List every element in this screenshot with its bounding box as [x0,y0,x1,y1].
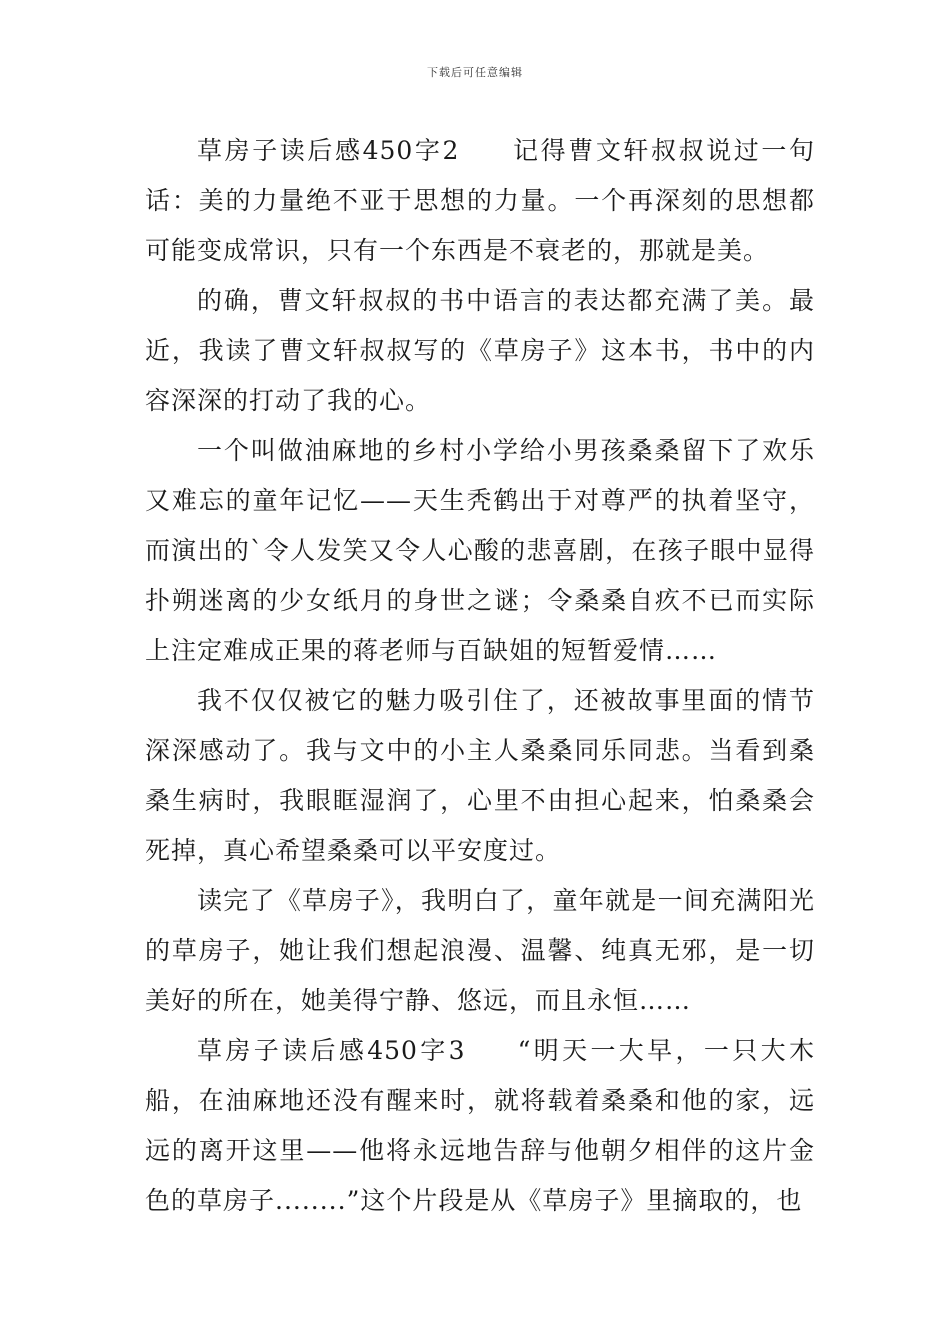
section-heading: 草房子读后感450字2 [197,136,460,165]
paragraph: 我不仅仅被它的魅力吸引住了，还被故事里面的情节深深感动了。我与文中的小主人桑桑同乐同悲。当看到桑桑生病时，我眼眶湿润了，心里不由担心起来，怕桑桑会死掉，真心希望桑桑可以平安度过。 [145,686,815,865]
paragraph: 的确，曹文轩叔叔的书中语言的表达都充满了美。最近，我读了曹文轩叔叔写的《草房子》这本书，书中的内容深深的打动了我的心。 [145,286,815,415]
document-body [145,126,815,1226]
paragraph [145,1026,815,1226]
paragraph [145,126,815,276]
paragraph-text: “明天一大早，一只大木船，在油麻地还没有醒来时，就将载着桑桑和他的家，远远的离开这里——他将永远地告辞与他朝夕相伴的这片金色的草房子........”这个片段是从《草房子》里摘取的，也 [145,1036,815,1215]
section-heading: 草房子读后感450字3 [197,1036,466,1065]
paragraph: 读完了《草房子》，我明白了，童年就是一间充满阳光的草房子，她让我们想起浪漫、温馨、纯真无邪，是一切美好的所在，她美得宁静、悠远，而且永恒…… [145,886,815,1015]
paragraph: 一个叫做油麻地的乡村小学给小男孩桑桑留下了欢乐又难忘的童年记忆——天生秃鹤出于对尊严的执着坚守，而演出的`令人发笑又令人心酸的悲喜剧，在孩子眼中显得扑朔迷离的少女纸月的身世之谜；令桑桑自疚不已而实际上注定难成正果的蒋老师与百缺姐的短暂爱情…… [145,436,815,665]
paragraph-text: 记得曹文轩叔叔说过一句话：美的力量绝不亚于思想的力量。一个再深刻的思想都可能变成常识，只有一个东西是不衰老的，那就是美。 [145,136,815,265]
page-header: 下载后可任意编辑 [427,66,523,79]
